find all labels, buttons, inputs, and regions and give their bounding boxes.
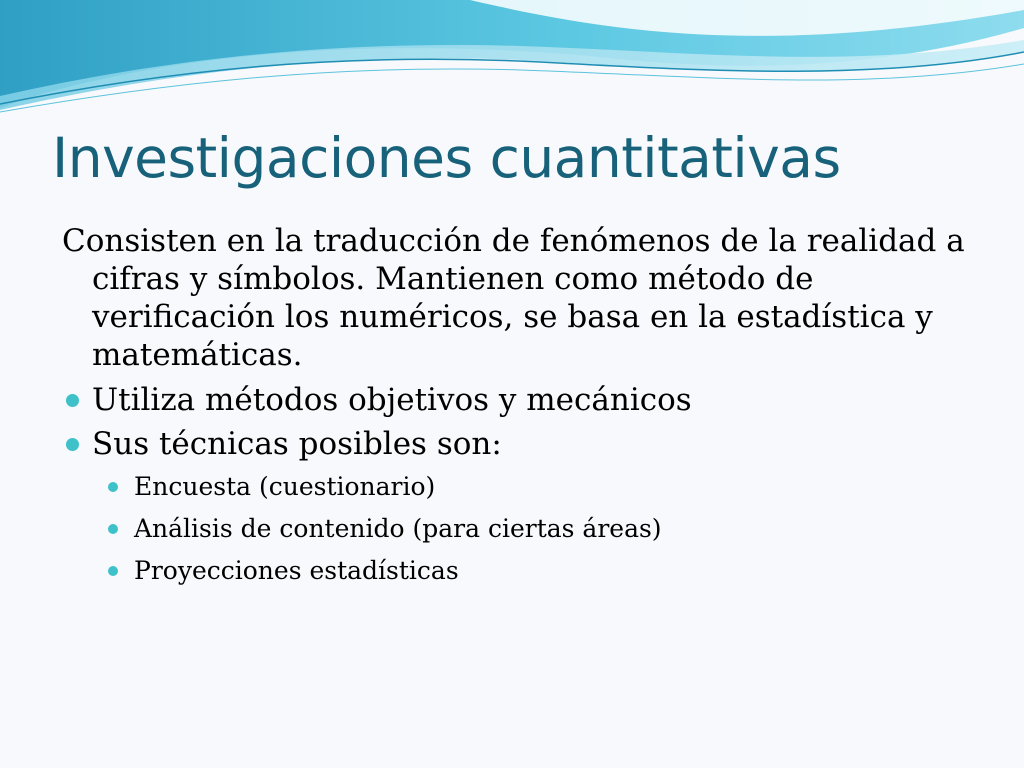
sub-bullet-dot-icon [108,524,118,534]
bullet-dot-icon [66,394,79,407]
sub-bullet-list [62,466,992,592]
bullet-list [62,378,992,466]
sub-bullet-dot-icon [108,482,118,492]
bullet-item [62,422,992,466]
sub-bullet-text: Proyecciones estadísticas [134,556,459,585]
sub-bullet-item [102,466,992,508]
sub-bullet-text: Encuesta (cuestionario) [134,472,436,501]
header-wave-decoration [0,0,1024,140]
intro-paragraph: Consisten en la traducción de fenómenos de la realidad a cifras y símbolos. Mantienen como método de verificación los numéricos, se basa en la estadística y matemáticas. [62,223,965,373]
slide-title: Investigaciones cuantitativas [52,126,841,190]
bullet-text: Utiliza métodos objetivos y mecánicos [92,382,692,418]
sub-bullet-item [102,508,992,550]
bullet-item [62,378,992,422]
sub-bullet-dot-icon [108,566,118,576]
bullet-text: Sus técnicas posibles son: [92,426,502,462]
sub-bullet-text: Análisis de contenido (para ciertas áreas) [134,514,662,543]
slide-body [62,222,992,592]
sub-bullet-item [102,550,992,592]
bullet-dot-icon [66,438,79,451]
